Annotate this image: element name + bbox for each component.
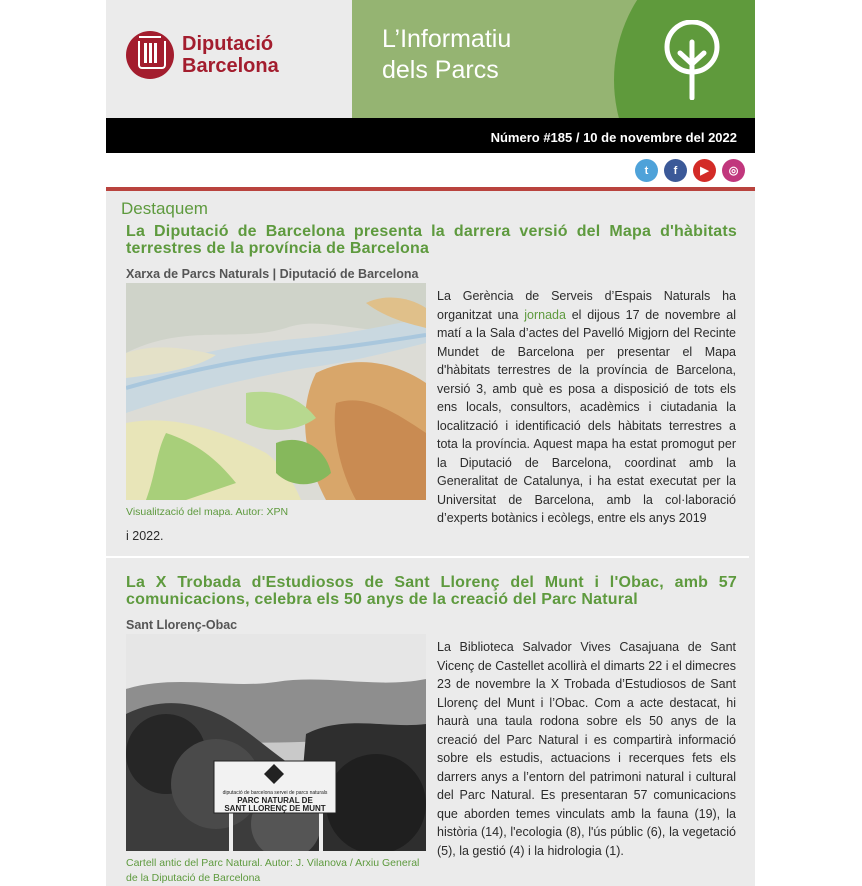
title-banner (352, 0, 755, 118)
diputacio-logo[interactable] (126, 31, 279, 79)
article-source: Sant Llorenç-Obac (126, 618, 238, 632)
instagram-icon[interactable]: ◎ (722, 159, 745, 182)
org-name (182, 33, 279, 77)
twitter-icon[interactable]: t (635, 159, 658, 182)
issue-bar (106, 118, 755, 153)
article-figure (126, 634, 426, 886)
org-name-line2: Barcelona (182, 55, 279, 77)
article-body: La Gerència de Serveis d’Espais Naturals ha organitzat una jornada el dijous 17 de novembre al matí a la Sala d’actes del Pavelló Migjorn del Recinte Mundet de Barcelona per presentar el Mapa d'hàbitats terrestres de la província de Barcelona, versió 3, amb què es posa a disposició de tots els ens locals, consultors, acadèmics i ciutadania la localització i identificació dels hàbitats terrestres a tota la província. Aquest mapa ha estat promogut per la Diputació de Barcelona, coordinat amb la Generalitat de Catalunya, i ha estat executat per la Universitat de Barcelona, amb la col·laboració d’experts botànics i ecòlegs, entre els anys 2019 (437, 289, 736, 525)
park-sign-photo[interactable] (126, 634, 426, 851)
sign-line1: PARC NATURAL DE (237, 796, 313, 805)
title-line2: dels Parcs (382, 56, 499, 84)
issue-number-date: Número #185 / 10 de novembre del 2022 (490, 130, 737, 145)
article-body-tail: i 2022. (126, 529, 164, 543)
article-body: La Biblioteca Salvador Vives Casajuana de Sant Vicenç de Castellet acollirà el dimarts 22 i el dimecres 23 de novembre la X Trobada d’Estudiosos de Sant Llorenç del Munt i l’Obac. Com a acte destacat, hi haurà una taula rodona sobre els 50 anys de la creació del Parc Natural i es compartirà informació sobre els estudis, actuacions i recerques fets els darrers anys a l’entorn del patrimoni natural i cultural del Parc Natural. Es presentaran 57 comunicacions que aborden temes vinculats amb la fauna (19), la història (14), l'ecologia (8), l'ús públic (6), la vegetació (5), la gestió (4) i la hidrologia (1). (437, 640, 736, 858)
newsletter-header (106, 0, 755, 118)
left-margin (0, 0, 106, 886)
article-trobada-estudiosos (126, 574, 737, 886)
article-habitats-map (126, 223, 737, 553)
article-title[interactable]: La Diputació de Barcelona presenta la darrera versió del Mapa d'hàbitats terrestres de la província de Barcelona (126, 223, 737, 257)
newsletter-title (382, 24, 511, 86)
article-title[interactable]: La X Trobada d'Estudiosos de Sant Llorenç del Munt i l'Obac, amb 57 comunicacions, celebra els 50 anys de la creació del Parc Natural (126, 574, 737, 608)
article-source: Xarxa de Parcs Naturals | Diputació de Barcelona (126, 267, 419, 281)
right-margin (755, 0, 862, 886)
habitat-map-image[interactable] (126, 283, 426, 500)
tree-icon (662, 20, 722, 100)
article-figure (126, 283, 426, 520)
jornada-link[interactable]: jornada (524, 307, 566, 322)
facebook-icon[interactable]: f (664, 159, 687, 182)
sign-header-text: diputació de barcelona servei de parcs naturals (222, 790, 328, 796)
title-line1: L’Informatiu (382, 25, 512, 53)
org-name-line1: Diputació (182, 33, 274, 55)
sign-line2: SANT LLORENÇ DE MUNT (224, 804, 326, 813)
image-caption: Cartell antic del Parc Natural. Autor: J. Vilanova / Arxiu General de la Diputació de Barcelona (126, 857, 420, 884)
social-links (106, 153, 755, 187)
section-heading: Destaquem (121, 199, 208, 218)
image-caption: Visualització del mapa. Autor: XPN (126, 506, 289, 518)
youtube-icon[interactable]: ▶ (693, 159, 716, 182)
header-divider (106, 187, 755, 191)
newsletter (106, 0, 755, 886)
diputacio-seal-icon (126, 31, 174, 79)
article-divider (106, 556, 749, 558)
